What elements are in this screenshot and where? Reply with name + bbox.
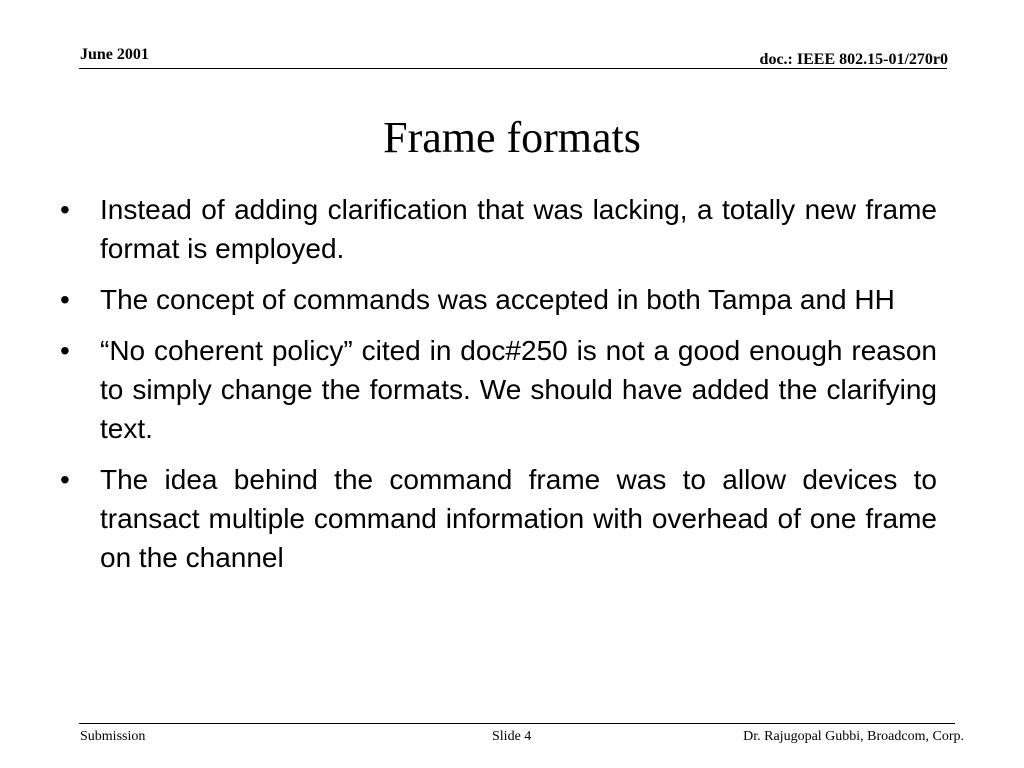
bullet-item — [60, 460, 937, 577]
slide-title: Frame formats — [383, 113, 641, 162]
bullet-item — [60, 280, 937, 319]
bullet-marker: • — [60, 464, 70, 495]
bullet-item — [60, 190, 937, 268]
header-divider — [79, 68, 947, 69]
bullet-item — [60, 331, 937, 448]
footer-author: Dr. Rajugopal Gubbi, Broadcom, Corp. — [743, 729, 964, 744]
bullet-text: Instead of adding clarification that was lacking, a totally new frame format is employed. — [100, 194, 937, 264]
bullet-text: The idea behind the command frame was to allow devices to transact multiple command information with overhead of one frame on the channel — [100, 464, 937, 573]
bullet-text: “No coherent policy” cited in doc#250 is not a good enough reason to simply change the formats. We should have added the clarifying text. — [100, 335, 937, 444]
footer-divider — [79, 723, 955, 724]
bullet-marker: • — [60, 194, 70, 225]
bullet-text: The concept of commands was accepted in both Tampa and HH — [100, 284, 895, 315]
header-date: June 2001 — [80, 46, 149, 63]
footer-slide-number: Slide 4 — [492, 729, 532, 744]
footer-submission: Submission — [80, 729, 146, 744]
bullet-marker: • — [60, 284, 70, 315]
bullet-marker: • — [60, 335, 70, 366]
header-doc-id: doc.: IEEE 802.15-01/270r0 — [759, 51, 948, 68]
bullet-list — [60, 190, 937, 589]
